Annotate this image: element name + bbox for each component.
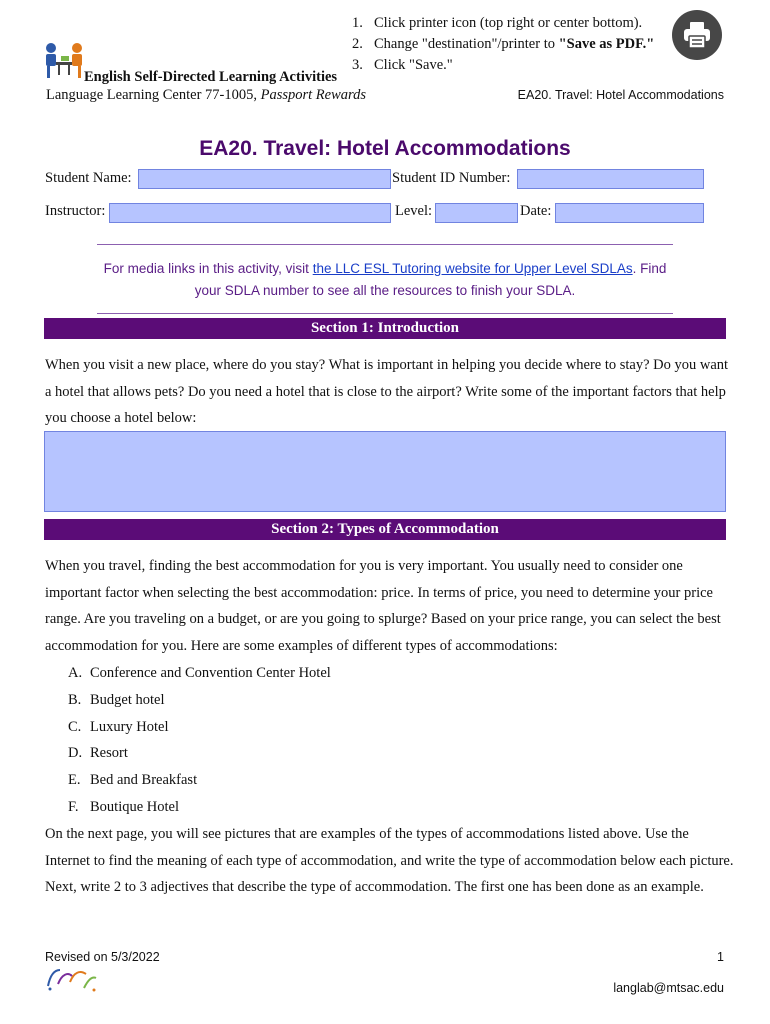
footer-email: langlab@mtsac.edu [613, 981, 724, 995]
date-field[interactable] [555, 203, 704, 223]
instructor-field[interactable] [109, 203, 391, 223]
list-item: D. Resort [68, 745, 128, 762]
hotel-factors-answer-box[interactable] [44, 431, 726, 512]
section-1-text: When you visit a new place, where do you stay? What is important in helping you decide where to stay? Do you want a hotel that allows pets? Do you need a hotel that is close to the airport? Write some of the important factors that help you choose a hotel below: [45, 357, 729, 426]
instruction-step-1: 1. Click printer icon (top right or center bottom). [352, 15, 643, 31]
instructor-label: Instructor: [45, 203, 106, 219]
header-doc-code: EA20. Travel: Hotel Accommodations [517, 88, 724, 102]
level-input[interactable] [436, 204, 517, 222]
print-instructions [352, 13, 654, 76]
instruction-step-2: 2. Change "destination"/printer to "Save as PDF." [352, 36, 655, 52]
list-item: C. Luxury Hotel [68, 718, 169, 735]
student-id-label: Student ID Number: [392, 170, 511, 186]
divider-top [97, 244, 673, 245]
divider-bottom [97, 313, 673, 314]
list-item: A. Conference and Convention Center Hotel [68, 665, 331, 681]
list-item: E. Bed and Breakfast [68, 772, 198, 789]
level-field[interactable] [435, 203, 518, 223]
section-2-heading: Section 2: Types of Accommodation [44, 519, 726, 540]
student-id-input[interactable] [518, 170, 703, 188]
page-number: 1 [717, 950, 724, 964]
page-title: EA20. Travel: Hotel Accommodations [199, 137, 571, 160]
revised-date: Revised on 5/3/2022 [45, 950, 160, 964]
instructor-input[interactable] [110, 204, 390, 222]
llc-logo-icon [44, 42, 86, 80]
list-item: B. Budget hotel [68, 691, 165, 708]
date-label: Date: [520, 203, 552, 219]
section-1-heading: Section 1: Introduction [44, 318, 726, 339]
media-links-note: For media links in this activity, visit the LLC ESL Tutoring website for Upper Level SDLAs. Find your SDLA number to see all the resources to finish your SDLA. [103, 261, 667, 298]
accommodation-types-list [68, 660, 331, 821]
student-name-label: Student Name: [45, 170, 132, 186]
instruction-step-3: 3. Click "Save." [352, 57, 453, 73]
section-2-closing: On the next page, you will see pictures that are examples of the types of accommodations listed above. Use the Internet to find the meaning of each type of accommodation, and write the type of accommodation below each picture. Next, write 2 to 3 adjectives that describe the type of accommodation. The first one has been done as an example. [45, 826, 734, 895]
printer-icon [682, 21, 712, 49]
org-title: English Self-Directed Learning Activities [84, 69, 338, 85]
org-subtitle: Language Learning Center 77-1005, Passport Rewards [46, 87, 367, 103]
list-item: F. Boutique Hotel [68, 798, 180, 815]
hotel-factors-input[interactable] [45, 432, 725, 511]
print-button[interactable] [672, 10, 722, 60]
student-name-input[interactable] [139, 170, 390, 188]
level-label: Level: [395, 203, 433, 219]
date-input[interactable] [556, 204, 703, 222]
ll-esl-tutoring-link[interactable]: the LLC ESL Tutoring website for Upper Level SDLAs [312, 261, 633, 276]
footer-logo-icon [44, 962, 100, 994]
student-name-field[interactable] [138, 169, 391, 189]
section-2-text: When you travel, finding the best accommodation for you is very important. You usually need to consider one important factor when selecting the best accommodation: price. In terms of price, you need to determine your price range. Are you traveling on a budget, or are you going to splurge? Based on your price range, you can select the best accommodation for you. Here are some examples of different types of accommodations: [45, 558, 721, 654]
student-id-field[interactable] [517, 169, 704, 189]
